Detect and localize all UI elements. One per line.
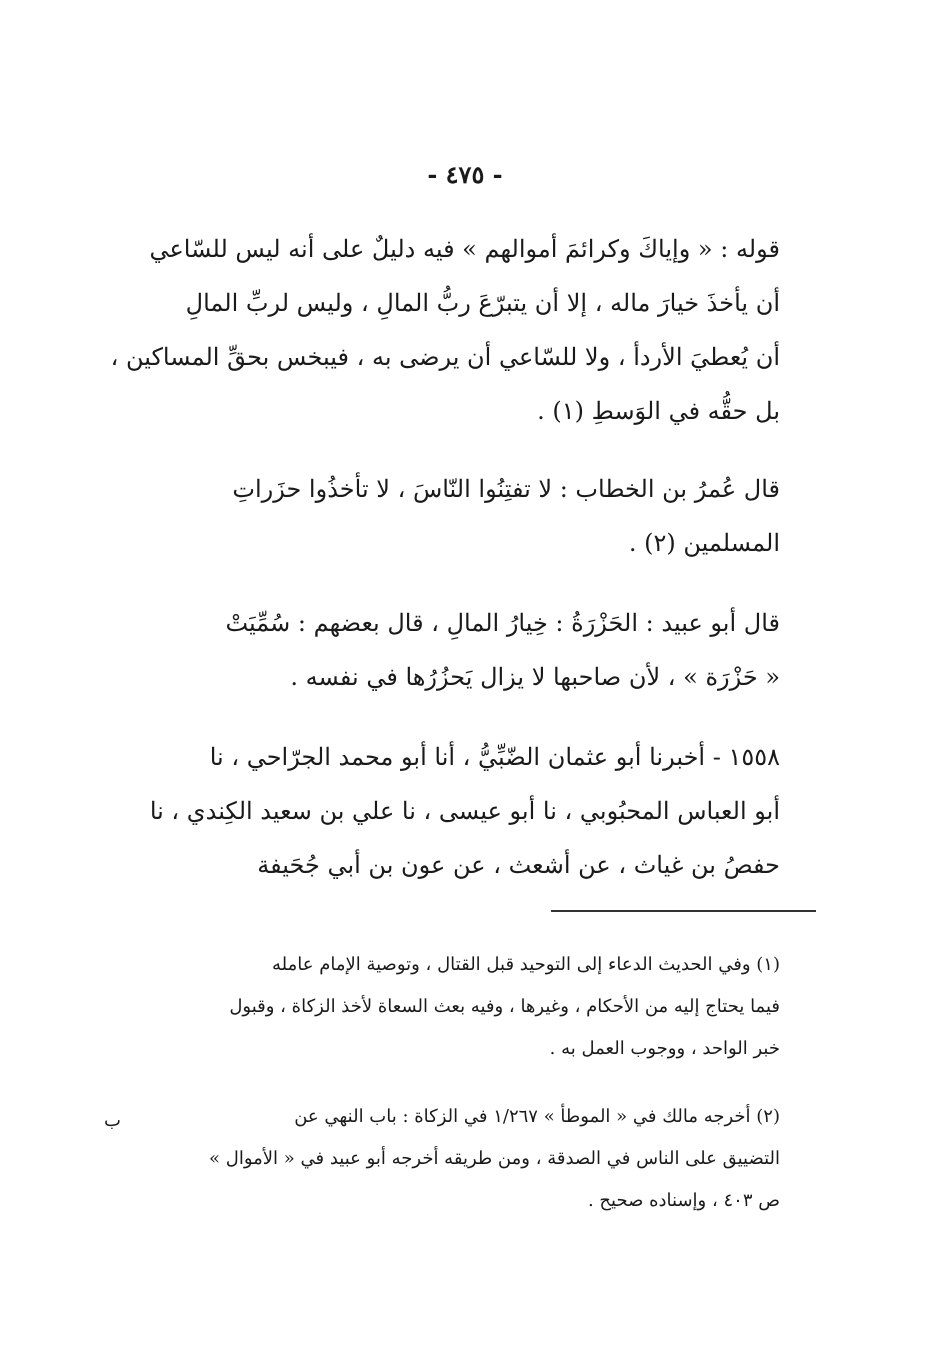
text-line: المسلمين (٢) . [628,529,780,557]
footnote-1 [90,944,780,1070]
footnote-line: خبر الواحد ، ووجوب العمل به . [549,1038,780,1059]
paragraph-commentary [90,222,780,438]
paragraph-hadith-1558 [90,730,780,892]
text-line: أن يأخذَ خيارَ ماله ، إلا أن يتبرّعَ ربُّ المالِ ، وليس لربِّ المالِ [185,289,780,317]
text-line: ١٥٥٨ - أخبرنا أبو عثمان الضّبِّيُّ ، أنا أبو محمد الجرّاحي ، نا [209,743,780,771]
paragraph-umar-quote [90,462,780,570]
margin-mark: ب [104,1110,121,1131]
page-number: - ٤٧٥ - [427,160,503,189]
footnote-line: (١) وفي الحديث الدعاء إلى التوحيد قبل القتال ، وتوصية الإمام عامله [272,954,780,975]
text-line: بل حقُّه في الوَسطِ (١) . [537,397,780,425]
footnote-line: فيما يحتاج إليه من الأحكام ، وغيرها ، وفيه بعث السعاة لأخذ الزكاة ، وقبول [229,996,780,1017]
text-line: أبو العباس المحبُوبي ، نا أبو عيسى ، نا علي بن سعيد الكِندي ، نا [149,797,780,825]
footnote-line: التضييق على الناس في الصدقة ، ومن طريقه أخرجه أبو عبيد في « الأموال » [209,1148,780,1169]
footnote-divider [551,910,816,912]
footnote-line: (٢) أخرجه مالك في « الموطأ » ١/٢٦٧ في الزكاة : باب النهي عن [294,1106,780,1127]
text-line: « حَزْرَة » ، لأن صاحبها لا يزال يَحزُرُها في نفسه . [290,663,780,691]
text-line: قوله : « وإياكَ وكرائمَ أموالهم » فيه دليلٌ على أنه ليس للسّاعي [149,235,780,263]
footnote-line: ص ٤٠٣ ، وإسناده صحيح . [587,1190,780,1211]
text-line: قال عُمرُ بن الخطاب : لا تفتِنُوا النّاسَ ، لا تأخذُوا حزَراتِ [232,475,780,503]
text-line: حفصُ بن غياث ، عن أشعث ، عن عون بن أبي جُحَيفة [257,851,780,879]
text-line: أن يُعطيَ الأردأ ، ولا للسّاعي أن يرضى به ، فيبخس بحقِّ المساكين ، [110,343,780,371]
footnote-2 [90,1096,780,1222]
paragraph-abu-ubayd [90,596,780,704]
text-line: قال أبو عبيد : الحَزْرَةُ : خِيارُ المالِ ، قال بعضهم : سُمِّيَتْ [225,609,780,637]
